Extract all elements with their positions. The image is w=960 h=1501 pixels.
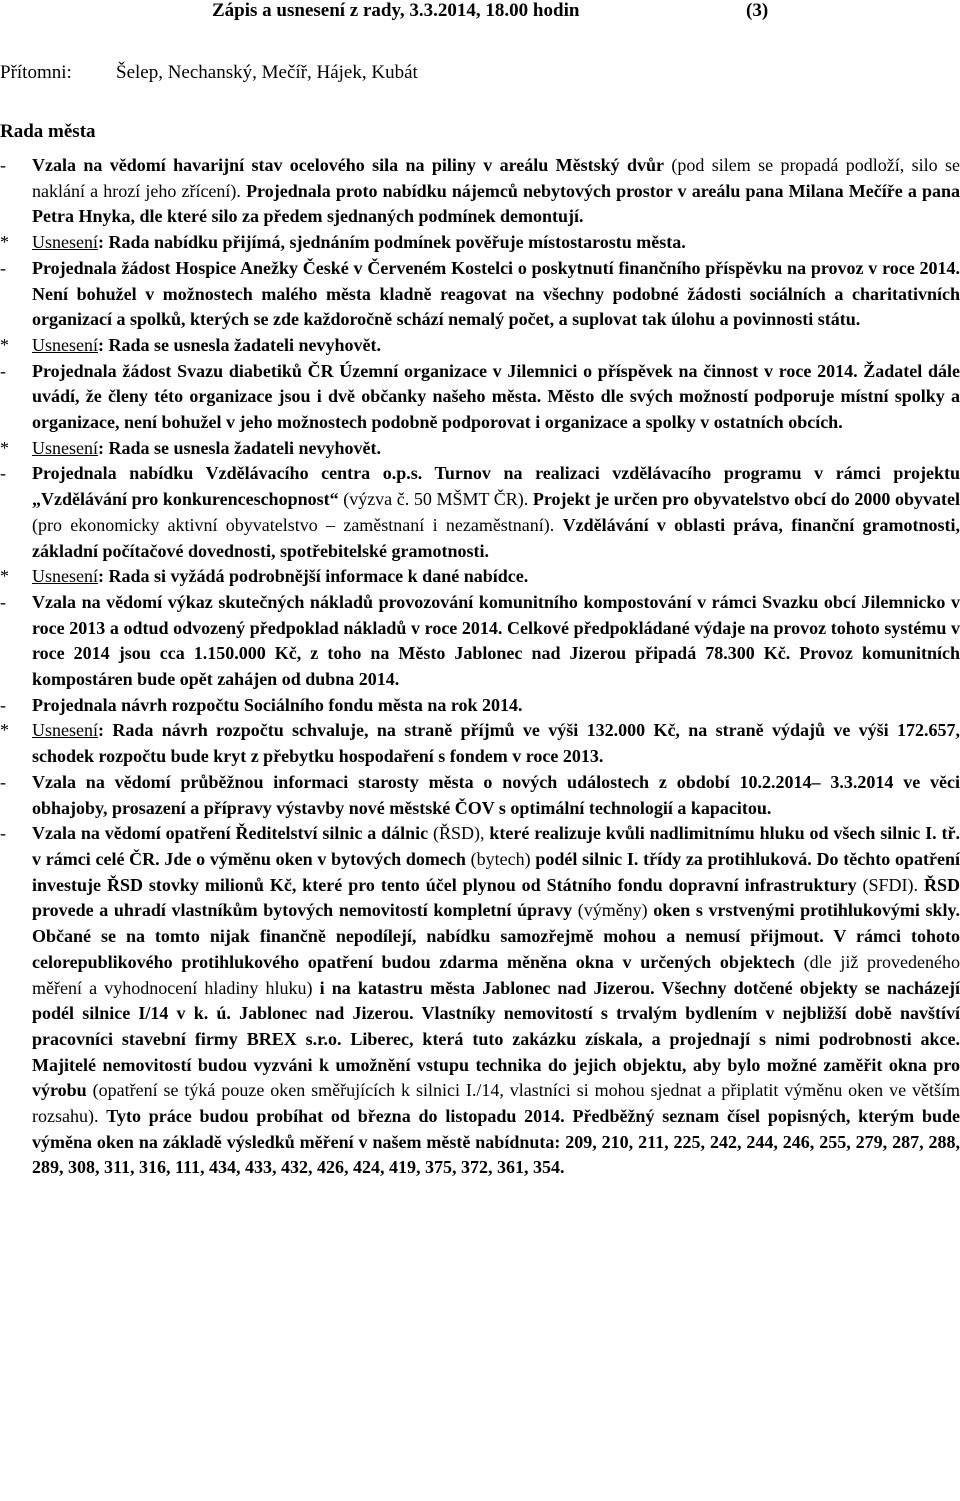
item-text: (dle již provedeného měření a vyhodnocení hladiny hluku)	[32, 951, 960, 998]
agenda-item	[0, 693, 960, 719]
item-bullet: -	[0, 155, 6, 175]
item-text: : Rada návrh rozpočtu schvaluje, na straně příjmů ve výši 132.000 Kč, na straně výdajů ve výši 172.657, schodek rozpočtu bude kryt z přebytku hospodaření s fondem v roce 2013.	[32, 720, 960, 767]
item-text: Vzala na vědomí výkaz skutečných nákladů provozování komunitního kompostování v rámci Svazku obcí Jilemnicko v roce 2013 a odtud odvozený předpoklad nákladů v roce 2014. Celkové předpokládané výdaje na provoz tohoto systému v roce 2014 jsou cca 1.150.000 Kč, z toho na Město Jablonec nad Jizerou připadá 78.300 Kč. Provoz komunitních kompostáren bude opět zahájen od dubna 2014.	[32, 591, 960, 690]
item-bullet: -	[0, 823, 6, 844]
resolution-item	[0, 333, 960, 359]
item-bullet: -	[0, 591, 6, 612]
meeting-number: (3)	[746, 0, 769, 21]
item-text: které realizuje kvůli nadlimitnímu hluku od všech silnic I. tř. v rámci celé ČR. Jde o výměnu oken v bytových domech	[32, 823, 960, 869]
item-text: (pro ekonomicky aktivní obyvatelstvo – zaměstnaní i nezaměstnaní).	[32, 514, 563, 535]
attendance-line	[0, 62, 418, 84]
item-bullet: -	[0, 771, 6, 792]
item-bullet: -	[0, 694, 6, 715]
document-title	[212, 0, 769, 22]
item-bullet: *	[0, 720, 9, 741]
item-text: Projednala nabídku Vzdělávacího centra o.p.s. Turnov na realizaci vzdělávacího programu v rámci projektu „Vzdělávání pro konkurenceschopnost“	[32, 463, 960, 510]
agenda-item	[0, 359, 960, 436]
item-text: (výzva č. 50 MŠMT ČR).	[338, 489, 533, 510]
item-text: Projednala žádost Hospice Anežky České v Červeném Kostelci o poskytnutí finančního příspěvku na provoz v roce 2014. Není bohužel v možnostech malého města kladně reagovat na všechny podobné žádosti sociálních a charitativních organizací a spolků, kterých se zde každoročně schází nemalý počet, a suplovat tak úlohu a povinnosti státu.	[32, 257, 960, 330]
item-text: : Rada se usnesla žadateli nevyhovět.	[98, 334, 381, 355]
resolution-label: Usnesení	[32, 334, 98, 355]
item-text: Tyto práce budou probíhat od března do listopadu 2014. Předběžný seznam čísel popisných, kterým bude výměna oken na základě výsledků měření v našem městě nabídnuta: 209, 210, 211, 225, 242, 244, 246, 255, 279, 287, 288, 289, 308, 311, 316, 111, 434, 433, 432, 426, 424, 419, 375, 372, 361, 354.	[32, 1106, 960, 1178]
attendance-label: Přítomni:	[0, 62, 72, 83]
item-text: Vzdělávání v oblasti práva, finanční gramotnosti, základní počítačové dovednosti, spotřebitelské gramotnosti.	[32, 514, 960, 561]
agenda-item	[0, 821, 960, 1181]
attendance-names: Šelep, Nechanský, Mečíř, Hájek, Kubát	[116, 62, 418, 83]
resolution-item	[0, 436, 960, 462]
item-text: i na katastru města Jablonec nad Jizerou. Všechny dotčené objekty se nacházejí podél silnice I/14 v k. ú. Jablonec nad Jizerou. Vlastníky nemovitostí s trvalým bydlením v nejbližší době navštíví pracovníci stavební firmy BREX s.r.o. Liberec, která tuto zakázku získala, a projednají s nimi podrobnosti akce. Majitelé nemovitostí budou vyzváni k umožnění vstupu technika do jejich objektu, aby bylo možné zaměřit okna pro výrobu	[32, 977, 960, 1101]
item-text: Vzala na vědomí opatření Ředitelství silnic a dálnic	[32, 823, 429, 844]
minutes-body	[0, 153, 960, 1181]
resolution-label: Usnesení	[32, 566, 98, 587]
item-bullet: *	[0, 334, 9, 355]
item-text: Vzala na vědomí průběžnou informaci starosty města o nových událostech z období 10.2.2014– 3.3.2014 ve věci obhajoby, prosazení a přípravy výstavby nové městské ČOV s optimální technologií a kapacitou.	[32, 771, 960, 818]
agenda-item	[0, 590, 960, 693]
item-text: podél silnic I. třídy za protihluková. Do těchto opatření investuje ŘSD stovky milionů Kč, které pro tento účel plynou od Státního fondu dopravní infrastruktury	[32, 848, 960, 895]
item-bullet: -	[0, 360, 6, 381]
item-text: Projednala návrh rozpočtu Sociálního fondu města na rok 2014.	[32, 694, 523, 715]
resolution-item	[0, 718, 960, 769]
item-bullet: -	[0, 463, 6, 484]
item-text: Projednala proto nabídku nájemců nebytových prostor v areálu pana Milana Mečíře a pana Petra Hnyka, dle které silo za předem sjednaných podmínek demontují.	[32, 180, 960, 227]
item-text: ŘSD provede a uhradí vlastníkům bytových nemovitostí kompletní úpravy	[32, 874, 960, 921]
resolution-label: Usnesení	[32, 720, 98, 741]
item-bullet: *	[0, 566, 9, 587]
item-text: (výměny)	[572, 900, 654, 921]
item-text: : Rada nabídku přijímá, sjednáním podmínek pověřuje místostarostu města.	[98, 232, 686, 253]
item-text: Vzala na vědomí havarijní stav ocelového sila na piliny v areálu Městský dvůr	[32, 155, 665, 175]
item-text: (pod silem se propadá podloží, silo se naklání a hrozí jeho zřícení).	[32, 155, 960, 201]
resolution-label: Usnesení	[32, 437, 98, 458]
agenda-item	[0, 770, 960, 821]
agenda-item	[0, 256, 960, 333]
agenda-item	[0, 153, 960, 230]
item-text: (ŘSD),	[428, 823, 490, 844]
item-text: Projednala žádost Svazu diabetiků ČR Územní organizace v Jilemnici o příspěvek na činnost v roce 2014. Žadatel dále uvádí, že členy této organizace jsou i dvě občanky našeho města. Město dle svých možností podporuje místní spolky a organizace, není bohužel v jeho možnostech podobně podporovat i organizace a spolky v ostatních obcích.	[32, 360, 960, 433]
section-title: Rada města	[0, 121, 96, 142]
item-text: Projekt je určen pro obyvatelstvo obcí do 2000 obyvatel	[532, 489, 960, 510]
resolution-item	[0, 230, 960, 256]
item-text: : Rada se usnesla žadateli nevyhovět.	[98, 437, 381, 458]
item-text: (bytech)	[465, 848, 536, 869]
item-bullet: *	[0, 437, 9, 458]
item-text: (SFDI).	[856, 874, 924, 895]
resolution-item	[0, 564, 960, 590]
item-text: (opatření se týká pouze oken směřujících k silnici I./14, vlastníci si mohou sjednat a připlatit výměnu oken ve větším rozsahu).	[32, 1080, 960, 1127]
resolution-label: Usnesení	[32, 232, 98, 253]
item-text: : Rada si vyžádá podrobnější informace k dané nabídce.	[98, 566, 529, 587]
agenda-item	[0, 461, 960, 564]
item-text: oken s vrstvenými protihlukovými skly. Občané se na tomto nijak finančně nepodílejí, nabídku samozřejmě mohou a nemusí přijmout. V rámci tohoto celorepublikového protihlukového opatření budou zdarma měněna okna v určených objektech	[32, 900, 960, 972]
item-bullet: -	[0, 257, 6, 278]
item-bullet: *	[0, 232, 9, 253]
title-text: Zápis a usnesení z rady, 3.3.2014, 18.00 hodin	[212, 0, 580, 21]
